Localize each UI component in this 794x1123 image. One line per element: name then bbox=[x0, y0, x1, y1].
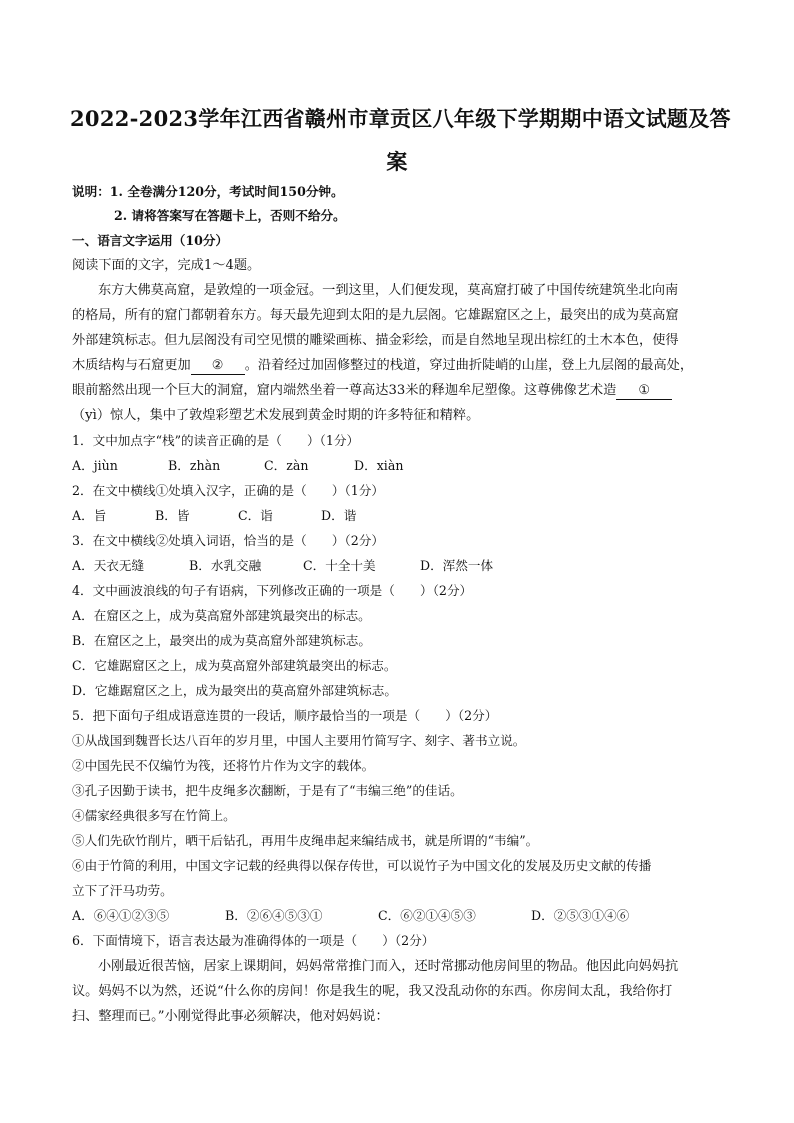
option: A．天衣无缝 bbox=[72, 558, 145, 573]
passage-text: 木质结构与石窟更加 bbox=[72, 358, 191, 373]
passage-line bbox=[72, 357, 693, 375]
option: C．zàn bbox=[264, 458, 309, 473]
question-5-sentence: ⑤人们先砍竹削片，晒干后钻孔，再用牛皮绳串起来编结成书，就是所谓的“韦编”。 bbox=[72, 833, 539, 848]
question-5-options bbox=[72, 907, 629, 925]
instruction-line-2: 2. 请将答案写在答题卡上，否则不给分。 bbox=[114, 208, 346, 223]
page-title-continued: 案 bbox=[386, 149, 408, 174]
question-3-options bbox=[72, 557, 493, 575]
question-5-sentence: ⑥由于竹简的利用，中国文字记载的经典得以保存传世，可以说竹子为中国文化的发展及历史文献的传播 bbox=[72, 858, 652, 873]
question-5-sentence: ①从战国到魏晋长达八百年的岁月里，中国人主要用竹简写字、刻字、著书立说。 bbox=[72, 733, 526, 748]
question-5-sentence: 立下了汗马功劳。 bbox=[72, 883, 173, 898]
question-4-option-b: B．在窟区之上，最突出的成为莫高窟外部建筑标志。 bbox=[72, 633, 371, 648]
fill-blank-2: ② bbox=[191, 358, 245, 375]
instruction-line-1: 说明：1. 全卷满分120分，考试时间150分钟。 bbox=[72, 184, 344, 199]
option: D．xiàn bbox=[354, 458, 404, 473]
question-6-passage: 扫、整理而已。”小刚觉得此事必须解决，他对妈妈说： bbox=[72, 1009, 389, 1024]
option: A．jiùn bbox=[72, 458, 118, 473]
fill-blank-1: ① bbox=[616, 383, 672, 400]
option: B．水乳交融 bbox=[189, 558, 262, 573]
question-6-passage: 议。妈妈不以为然，还说“什么你的房间！你是我生的呢，我又没乱动你的东西。你房间太乱，我给你打 bbox=[72, 984, 673, 999]
question-4: 4．文中画波浪线的句子有语病，下列修改正确的一项是（ ）（2分） bbox=[72, 583, 473, 598]
question-4-option-d: D．它雄踞窟区之上，成为最突出的莫高窟外部建筑标志。 bbox=[72, 683, 397, 698]
option: D．谐 bbox=[321, 508, 357, 523]
question-1-options bbox=[72, 457, 403, 475]
option: D．②⑤③①④⑥ bbox=[531, 908, 630, 923]
option: B．②⑥④⑤③① bbox=[225, 908, 323, 923]
option: C．诣 bbox=[238, 508, 273, 523]
question-1: 1．文中加点字“栈”的读音正确的是（ ）（1分） bbox=[72, 433, 360, 448]
passage-text: 的格局，所有的窟门都朝着东方。每天最先迎到太阳的是九层阁。它雄踞窟区之上，最突出的成为莫高窟 bbox=[72, 308, 679, 323]
question-3: 3．在文中横线②处填入词语，恰当的是（ ）（2分） bbox=[72, 533, 384, 548]
option: A．旨 bbox=[72, 508, 107, 523]
question-4-option-a: A．在窟区之上，成为莫高窟外部建筑最突出的标志。 bbox=[72, 608, 371, 623]
passage-intro: 阅读下面的文字，完成1～4题。 bbox=[72, 258, 261, 273]
option: B．zhàn bbox=[168, 458, 221, 473]
page-title: 2022-2023学年江西省赣州市章贡区八年级下学期期中语文试题及答 bbox=[70, 106, 731, 131]
question-2: 2．在文中横线①处填入汉字，正确的是（ ）（1分） bbox=[72, 483, 384, 498]
option: B．皆 bbox=[155, 508, 190, 523]
option: D．浑然一体 bbox=[420, 558, 494, 573]
passage-line: （yì）惊人，集中了敦煌彩塑艺术发展到黄金时期的许多特征和精粹。 bbox=[72, 408, 480, 423]
question-2-options bbox=[72, 507, 356, 525]
section-heading: 一、语言文字运用（10分） bbox=[72, 233, 229, 248]
option: A．⑥④①②③⑤ bbox=[72, 908, 170, 923]
question-5: 5．把下面句子组成语意连贯的一段话，顺序最恰当的一项是（ ）（2分） bbox=[72, 708, 498, 723]
passage-line: 外部建筑标志。但九层阁没有司空见惯的雕梁画栋、描金彩绘，而是自然地呈现出棕红的土木本色，使得 bbox=[72, 333, 679, 348]
passage-text: 眼前豁然出现一个巨大的洞窟，窟内端然坐着一尊高达33米的释迦牟尼塑像。这尊佛像艺术造 bbox=[72, 383, 617, 398]
question-6-passage: 小刚最近很苦恼，居家上课期间，妈妈常常推门而入，还时常挪动他房间里的物品。他因此向妈妈抗 bbox=[98, 959, 679, 974]
question-6: 6．下面情境下，语言表达最为准确得体的一项是（ ）（2分） bbox=[72, 933, 435, 948]
question-5-sentence: ③孔子因勤于读书，把牛皮绳多次翻断，于是有了“韦编三绝”的佳话。 bbox=[72, 783, 463, 798]
option: C．十全十美 bbox=[303, 558, 376, 573]
question-4-option-c: C．它雄踞窟区之上，成为莫高窟外部建筑最突出的标志。 bbox=[72, 658, 397, 673]
passage-line: 东方大佛莫高窟，是敦煌的一项金冠。一到这里，人们便发现，莫高窟打破了中国传统建筑坐北向南 bbox=[98, 283, 679, 298]
question-5-sentence: ④儒家经典很多写在竹简上。 bbox=[72, 808, 236, 823]
passage-line bbox=[72, 382, 672, 400]
option: C．⑥②①④⑤③ bbox=[378, 908, 476, 923]
question-5-sentence: ②中国先民不仅编竹为筏，还将竹片作为文字的载体。 bbox=[72, 758, 375, 773]
passage-line bbox=[72, 307, 679, 325]
passage-text: 。沿着经过加固修整过的栈道，穿过曲折陡峭的山崖，登上九层阁的最高处， bbox=[244, 358, 694, 373]
